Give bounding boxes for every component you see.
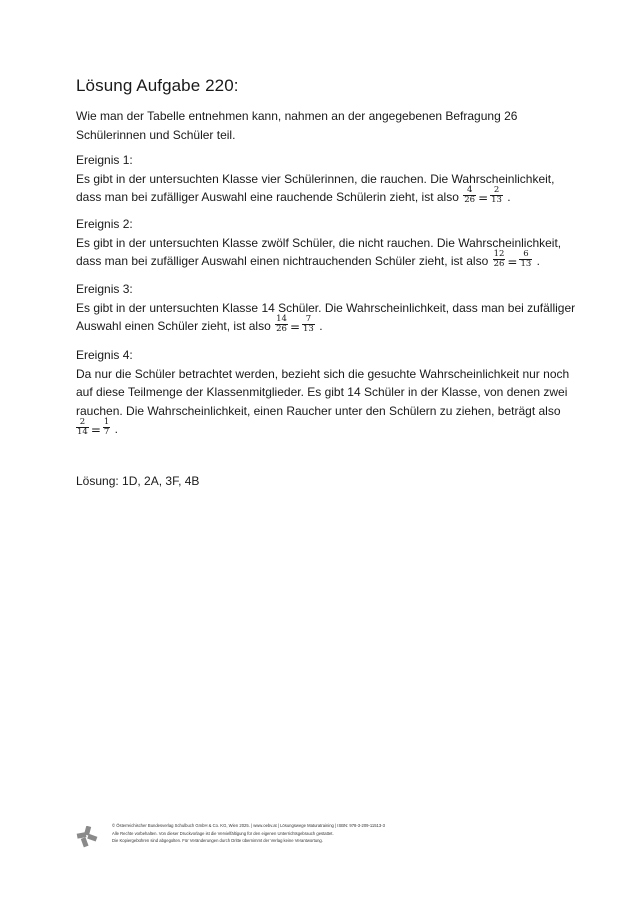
- event-line-text: dass man bei zufälliger Auswahl einen nichtrauchenden Schüler zieht, ist also: [76, 254, 489, 268]
- fraction: [76, 418, 89, 437]
- numerator: 4: [463, 186, 476, 196]
- fraction: [490, 186, 503, 205]
- fraction: [103, 418, 110, 437]
- probability-formula: [274, 314, 323, 335]
- event-line: auf diese Teilmenge der Klassenmitglieder. Es gibt 14 Schüler in der Klasse, von denen zwei: [76, 385, 568, 399]
- denominator: 26: [276, 324, 287, 335]
- event-1-block: [76, 151, 576, 207]
- event-line: [76, 185, 576, 207]
- event-4-block: [76, 346, 576, 439]
- denominator: 26: [493, 259, 505, 270]
- page-title: Lösung Aufgabe 220:: [76, 76, 239, 95]
- denominator: 14: [77, 427, 88, 438]
- sentence-end: .: [536, 254, 540, 268]
- equals-sign: =: [90, 422, 101, 437]
- event-line: Es gibt in der untersuchten Klasse 14 Schüler. Die Wahrscheinlichkeit, dass man bei zufälliger: [76, 300, 576, 315]
- footer-text: [112, 822, 385, 845]
- denominator: 13: [520, 259, 532, 270]
- event-line: [76, 314, 576, 336]
- numerator: 2: [76, 418, 89, 428]
- event-heading: Ereignis 2:: [76, 217, 133, 231]
- probability-formula: [492, 249, 540, 270]
- sentence-end: .: [114, 422, 118, 436]
- numerator: 14: [276, 314, 287, 325]
- event-line-text: dass man bei zufälliger Auswahl eine rauchende Schülerin zieht, ist also: [76, 190, 459, 204]
- event-line-text: Auswahl einen Schüler zieht, ist also: [76, 319, 271, 333]
- event-heading: Ereignis 1:: [76, 153, 133, 167]
- equals-sign: =: [507, 254, 518, 269]
- denominator: 26: [464, 195, 476, 206]
- disclaimer-line: Die Kopiergebühren sind abgegolten. Für Veränderungen durch Dritte übernimmt der Verlag keine Verantwortung.: [112, 838, 323, 844]
- denominator: 7: [103, 427, 110, 438]
- probability-formula: [76, 417, 118, 438]
- event-line: Da nur die Schüler betrachtet werden, bezieht sich die gesuchte Wahrscheinlichkeit nur noch: [76, 366, 570, 381]
- event-2-block: [76, 215, 576, 271]
- event-line: Es gibt in der untersuchten Klasse vier Schülerinnen, die rauchen. Die Wahrscheinlichkeit,: [76, 171, 555, 186]
- denominator: 13: [303, 324, 314, 335]
- event-line: [76, 417, 576, 439]
- fraction: [463, 186, 476, 205]
- fraction: [493, 250, 506, 269]
- event-line: rauchen. Die Wahrscheinlichkeit, einen Raucher unter den Schülern zu ziehen, beträgt also: [76, 403, 561, 418]
- probability-formula: [462, 185, 511, 206]
- event-line: [76, 249, 576, 271]
- sentence-end: .: [507, 190, 511, 204]
- numerator: 7: [302, 315, 315, 325]
- intro-line: Wie man der Tabelle entnehmen kann, nahmen an der angegebenen Befragung 26: [76, 109, 518, 123]
- numerator: 1: [103, 417, 110, 428]
- fraction: [519, 250, 532, 269]
- sentence-end: .: [319, 319, 323, 333]
- fraction: [302, 315, 315, 334]
- rights-line: Alle Rechte vorbehalten. Von dieser Druckvorlage ist die Vervielfältigung für den eigenen Unterrichtsgebrauch gestattet.: [112, 830, 334, 836]
- copyright-line: © Österreichischer Bundesverlag Schulbuch GmbH & Co. KG, Wien 2025. | www.oebv.at | Lösungswege Maturatraining | ISBN: 978-3-209-11513-3: [112, 823, 385, 828]
- fraction: [275, 315, 288, 334]
- numerator: 6: [519, 250, 532, 260]
- event-heading: Ereignis 4:: [76, 348, 133, 362]
- intro-line: Schülerinnen und Schüler teil.: [76, 127, 236, 142]
- publisher-logo-icon: [76, 826, 98, 848]
- denominator: 13: [491, 195, 502, 206]
- equals-sign: =: [289, 319, 301, 334]
- event-line: Es gibt in der untersuchten Klasse zwölf Schüler, die nicht rauchen. Die Wahrscheinlichkeit,: [76, 235, 562, 250]
- intro-paragraph: [76, 107, 576, 144]
- event-3-block: [76, 280, 576, 336]
- numerator: 2: [490, 186, 503, 196]
- equals-sign: =: [478, 190, 489, 205]
- event-heading: Ereignis 3:: [76, 282, 133, 296]
- numerator: 12: [493, 249, 505, 260]
- solution-line: Lösung: 1D, 2A, 3F, 4B: [76, 474, 200, 488]
